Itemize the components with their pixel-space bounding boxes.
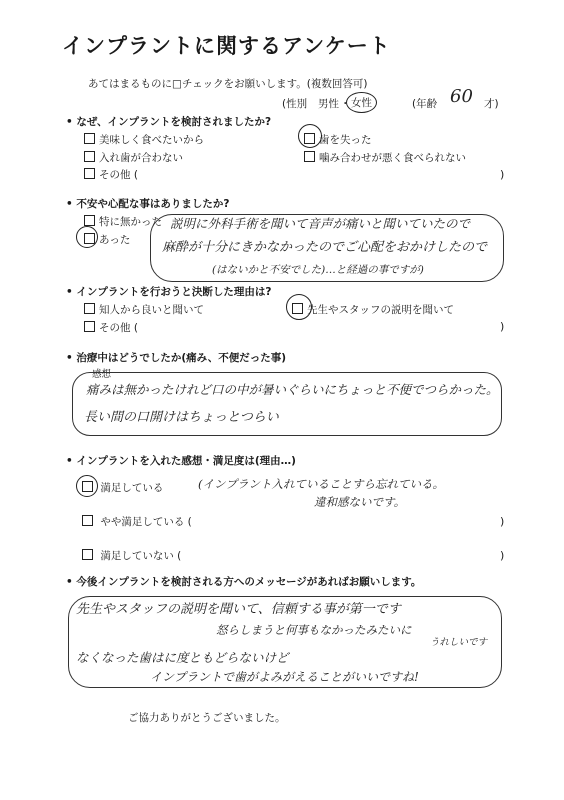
checkbox-icon[interactable] bbox=[84, 133, 95, 144]
q5-option-somewhat[interactable]: やや満足している ( bbox=[82, 514, 192, 529]
age-value[interactable]: 60 bbox=[450, 86, 473, 107]
q5-question: • インプラントを入れた感想・満足度は(理由…) bbox=[66, 455, 296, 467]
q2-handwritten-line-1[interactable]: 説明に外科手術を聞いて音声が痛いと聞いていたので bbox=[170, 216, 471, 231]
q2-option-yes[interactable]: あった bbox=[84, 232, 130, 247]
q6-handwritten-line-5[interactable]: インプラントで歯がよみがえることがいいですね! bbox=[150, 670, 419, 684]
sex-male-option[interactable]: 男性 bbox=[318, 98, 339, 110]
checkbox-icon[interactable] bbox=[292, 303, 303, 314]
q5-close-paren-2: ) bbox=[500, 549, 505, 562]
q1-option-other[interactable]: その他 ( bbox=[84, 167, 138, 182]
q2-option-none[interactable]: 特に無かった bbox=[84, 214, 162, 229]
q6-handwritten-line-1[interactable]: 先生やスタッフの説明を聞いて、信頼する事が第一です bbox=[76, 602, 401, 617]
checkbox-icon[interactable] bbox=[84, 151, 95, 162]
q1-option-denture[interactable]: 入れ歯が合わない bbox=[84, 150, 183, 165]
q3-option-staff[interactable]: 先生やスタッフの説明を聞いて bbox=[292, 302, 454, 317]
sex-female-option[interactable]: 女性 bbox=[346, 92, 377, 113]
q5-handwritten-line-2[interactable]: 違和感ないです。 bbox=[314, 495, 406, 509]
q3-close-paren: ) bbox=[500, 320, 505, 333]
q4-handwritten-line-1[interactable]: 痛みは無かったけれど口の中が暑いぐらいにちょっと不便でつらかった。 bbox=[86, 382, 499, 397]
sex-separator: ・ bbox=[340, 98, 351, 110]
q6-handwritten-line-3[interactable]: うれしいです bbox=[430, 637, 488, 648]
checkbox-icon[interactable] bbox=[82, 481, 93, 492]
age-unit: 才) bbox=[484, 98, 499, 110]
sex-label: (性別 bbox=[282, 98, 308, 110]
q4-sub-label: 感想 bbox=[92, 369, 112, 380]
q1-option-tasty[interactable]: 美味しく食べたいから bbox=[84, 132, 204, 147]
q4-handwritten-line-2[interactable]: 長い間の口開けはちょっとつらい bbox=[84, 410, 279, 425]
closing-message: ご協力ありがとうございました。 bbox=[128, 712, 286, 724]
instruction-text: あてはまるものに□チェックをお願いします。(複数回答可) bbox=[88, 78, 368, 90]
q5-close-paren-1: ) bbox=[500, 515, 505, 528]
checkbox-icon[interactable] bbox=[304, 133, 315, 144]
age-label: (年齢 bbox=[412, 98, 438, 110]
checkbox-icon[interactable] bbox=[82, 515, 93, 526]
q5-option-unsatisfied[interactable]: 満足していない ( bbox=[82, 548, 181, 563]
q5-option-satisfied[interactable]: 満足している bbox=[82, 480, 163, 495]
q5-handwritten-line-1[interactable]: (インプラント入れていることすら忘れている。 bbox=[198, 477, 444, 491]
q6-handwritten-line-4[interactable]: なくなった歯はに度ともどらないけど bbox=[76, 650, 289, 665]
q1-question: • なぜ、インプラントを検討されましたか? bbox=[66, 116, 272, 128]
q3-question: • インプラントを行おうと決断した理由は? bbox=[66, 286, 272, 298]
q1-close-paren: ) bbox=[500, 168, 505, 181]
q2-handwritten-line-3[interactable]: (はないかと不安でした)…と経過の事ですが) bbox=[212, 264, 424, 276]
checkbox-icon[interactable] bbox=[82, 549, 93, 560]
q1-option-lost-tooth[interactable]: 歯を失った bbox=[304, 132, 372, 147]
checkbox-icon[interactable] bbox=[84, 233, 95, 244]
q2-question: • 不安や心配な事はありましたか? bbox=[66, 198, 230, 210]
checkbox-icon[interactable] bbox=[84, 321, 95, 332]
checkbox-icon[interactable] bbox=[84, 303, 95, 314]
q2-handwritten-line-2[interactable]: 麻酔が十分にきかなかったのでご心配をおかけしたので bbox=[162, 240, 488, 255]
q3-option-friend[interactable]: 知人から良いと聞いて bbox=[84, 302, 204, 317]
q4-question: • 治療中はどうでしたか(痛み、不便だった事) bbox=[66, 352, 287, 364]
checkbox-icon[interactable] bbox=[84, 168, 95, 179]
q6-handwritten-line-2[interactable]: 怒らしまうと何事もなかったみたいに bbox=[216, 623, 412, 637]
checkbox-icon[interactable] bbox=[304, 151, 315, 162]
q6-question: • 今後インプラントを検討される方へのメッセージがあればお願いします。 bbox=[66, 576, 422, 588]
q3-option-other[interactable]: その他 ( bbox=[84, 320, 138, 335]
checkbox-icon[interactable] bbox=[84, 215, 95, 226]
page-title: インプラントに関するアンケート bbox=[62, 34, 391, 58]
q1-option-bite[interactable]: 噛み合わせが悪く食べられない bbox=[304, 150, 466, 165]
